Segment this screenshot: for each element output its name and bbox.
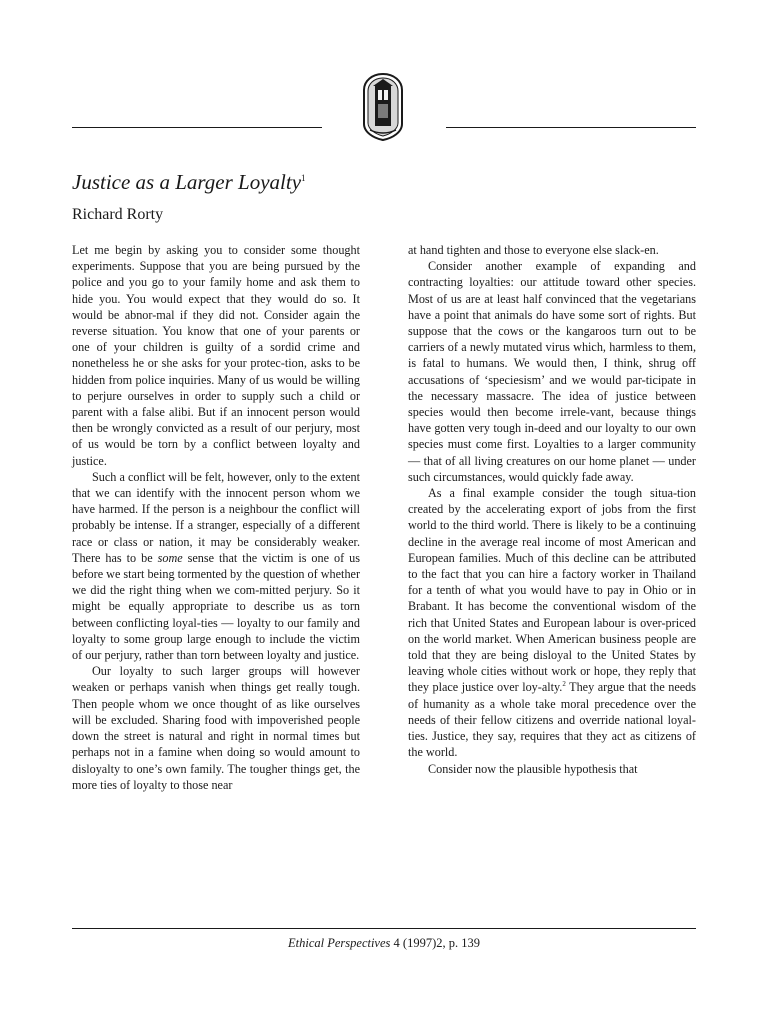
right-paragraph-3 <box>408 485 696 760</box>
header-rule-right <box>446 127 696 128</box>
left-paragraph-2-part-b: sense that the victim is one of us before we start being tormented by the question of whether we did the right thing when we com-mitted perjury. So it might be equally appropriate to describe us as torn between conflicting loyal-ties — loyalty to our family and loyalty to some group large enough to include the victim of our perjury, rather than torn between loyalty and justice. <box>72 550 361 663</box>
left-paragraph-2-emphasis: some <box>157 550 183 565</box>
right-paragraph-1: at hand tighten and those to everyone else slack-en. <box>408 243 659 257</box>
journal-name: Ethical Perspectives <box>288 936 391 950</box>
footer-rule <box>72 928 696 929</box>
right-column <box>408 242 696 777</box>
right-paragraph-3-part-a: As a final example consider the tough situa-tion created by the accelerating export of jobs from the first world to the third world. There is likely to be a continuing decline in the average real income of most American and European families. Much of this decline can be attributed to the fact that you can hire a factory worker in Thailand for a tenth of what you would have to pay in Ohio or in Brabant. It has become the conventional wisdom of the rich that United States and European labour is over-priced on the world market. When American business people are told that they are being disloyal to the United States by leaving whole cities without work or hope, they reply that they place justice over loy-alty. <box>408 486 696 695</box>
article-title <box>72 170 306 195</box>
title-footnote-marker: 1 <box>301 173 306 183</box>
right-paragraph-4: Consider now the plausible hypothesis that <box>428 761 638 776</box>
right-paragraph-2: Consider another example of expanding and contracting loyalties: our attitude toward other species. Most of us are at least half convinced that the vegetarians have a point that animals do have some sort of rights. But suppose that the cows or the kangaroos turn out to be carriers of a newly mutated virus which, harmless to them, is fatal to humans. We would then, I think, shrug off accusations of ‘speciesism’ and we would par-ticipate in the necessary massacre. The idea of justice between species would then become irrele-vant, because things have gotten very tough in-deed and our loyalty to our own species must come first. Loyalties to a larger community — that of all living creatures on our home planet — under such circumstances, would quickly fade away. <box>408 259 696 484</box>
article-title-text: Justice as a Larger Loyalty <box>72 170 302 194</box>
left-paragraph-2 <box>72 469 360 663</box>
left-column <box>72 242 360 793</box>
journal-citation: 4 (1997)2, p. 139 <box>390 936 480 950</box>
footnote-marker-2: 2 <box>562 680 566 689</box>
left-paragraph-1: Let me begin by asking you to consider some thought experiments. Suppose that you are being pursued by the police and you go to your family home and ask them to hide you. You would expect that they would do so. It would be abnor-mal if they did not. Consider again the reverse situation. You know that one of your parents or one of your children is guilty of a sordid crime and nonetheless he or she asks for your protec-tion, asks to be hidden from police inquiries. Many of us would be willing to perjure ourselves in order to supply such a child or parent with a false alibi. But if an innocent person would then be wrongly convicted as a result of our perjury, most of us would be torn by a conflict between loyalty and justice. <box>72 243 360 468</box>
header-rule-left <box>72 127 322 128</box>
university-crest-icon <box>356 72 410 142</box>
page-footer <box>0 936 768 951</box>
article-author: Richard Rorty <box>72 206 164 223</box>
left-paragraph-2-part-a: Such a conflict will be felt, however, only to the extent that we can identify with the innocent person whom we have harmed. If the person is a neighbour the conflict will probably be intense. If a stranger, especially of a different race or class or nation, it may be considerably weaker. There has to be <box>72 469 360 565</box>
left-paragraph-3: Our loyalty to such larger groups will however weaken or perhaps vanish when things get really tough. Then people whom we once thought of as like ourselves will be excluded. Sharing food with impoverished people down the street is natural and right in normal times but perhaps not in a famine when doing so would amount to disloyalty to one’s own family. The tougher things get, the more ties of loyalty to those near <box>72 664 360 792</box>
right-paragraph-3-part-b: They argue that the needs of humanity as a whole take moral precedence over the needs of their fellow citizens and override national loyal-ties. Justice, they say, requires that they act as citizens of the world. <box>408 680 696 760</box>
